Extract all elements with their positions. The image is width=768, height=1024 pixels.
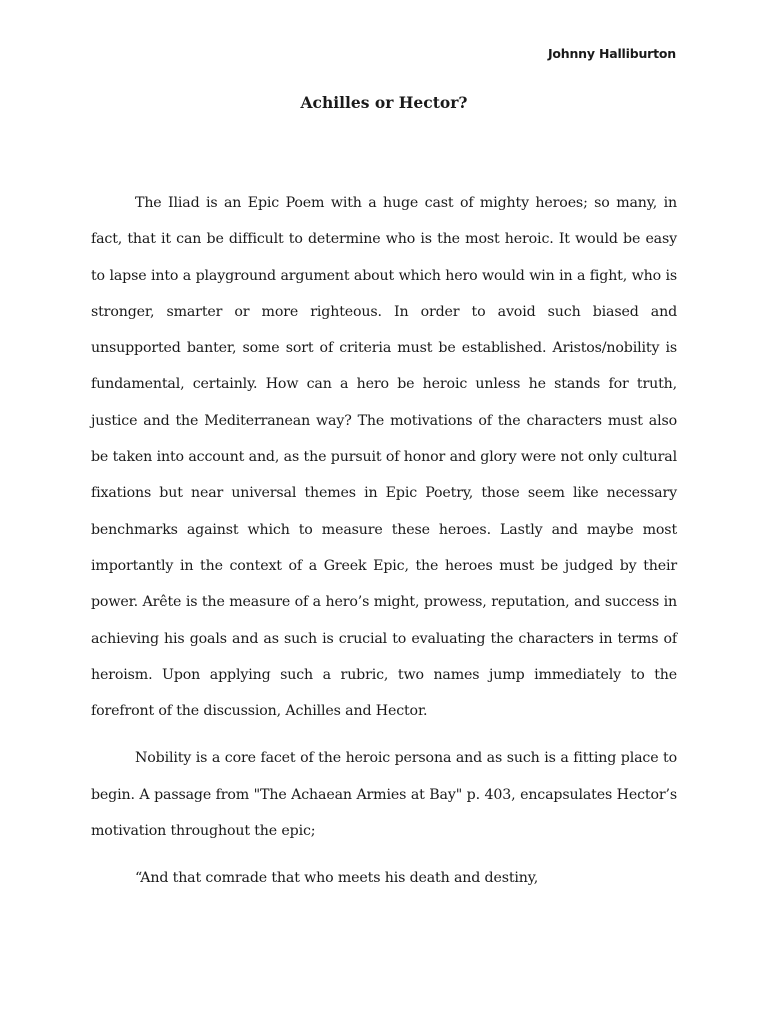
- author-name: Johnny Halliburton: [547, 46, 676, 61]
- paragraph-nobility: Nobility is a core facet of the heroic persona and as such is a fitting place to begin. A passage from "The Achaean Armies at Bay" p. 403, encapsulates Hector’s motivation throughout the epic;: [91, 750, 677, 840]
- document-title: Achilles or Hector?: [300, 93, 468, 112]
- paragraph-introduction: The Iliad is an Epic Poem with a huge cast of mighty heroes; so many, in fact, that it can be difficult to determine who is the most heroic. It would be easy to lapse into a playground argument about which hero would win in a fight, who is stronger, smarter or more righteous. In order to avoid such biased and unsupported banter, some sort of criteria must be established. Aristos/nobility is fundamental, certainly. How can a hero be heroic unless he stands for truth, justice and the Mediterranean way? The motivations of the characters must also be taken into account and, as the pursuit of honor and glory were not only cultural fixations but near universal themes in Epic Poetry, those seem like necessary benchmarks against which to measure these heroes. Lastly and maybe most importantly in the context of a Greek Epic, the heroes must be judged by their power. Arête is the measure of a hero’s might, prowess, reputation, and success in achieving his goals and as such is crucial to evaluating the characters in terms of heroism. Upon applying such a rubric, two names jump immediately to the forefront of the discussion, Achilles and Hector.: [91, 195, 677, 720]
- document-body: [91, 185, 677, 897]
- quote-line: “And that comrade that who meets his death and destiny,: [135, 870, 539, 887]
